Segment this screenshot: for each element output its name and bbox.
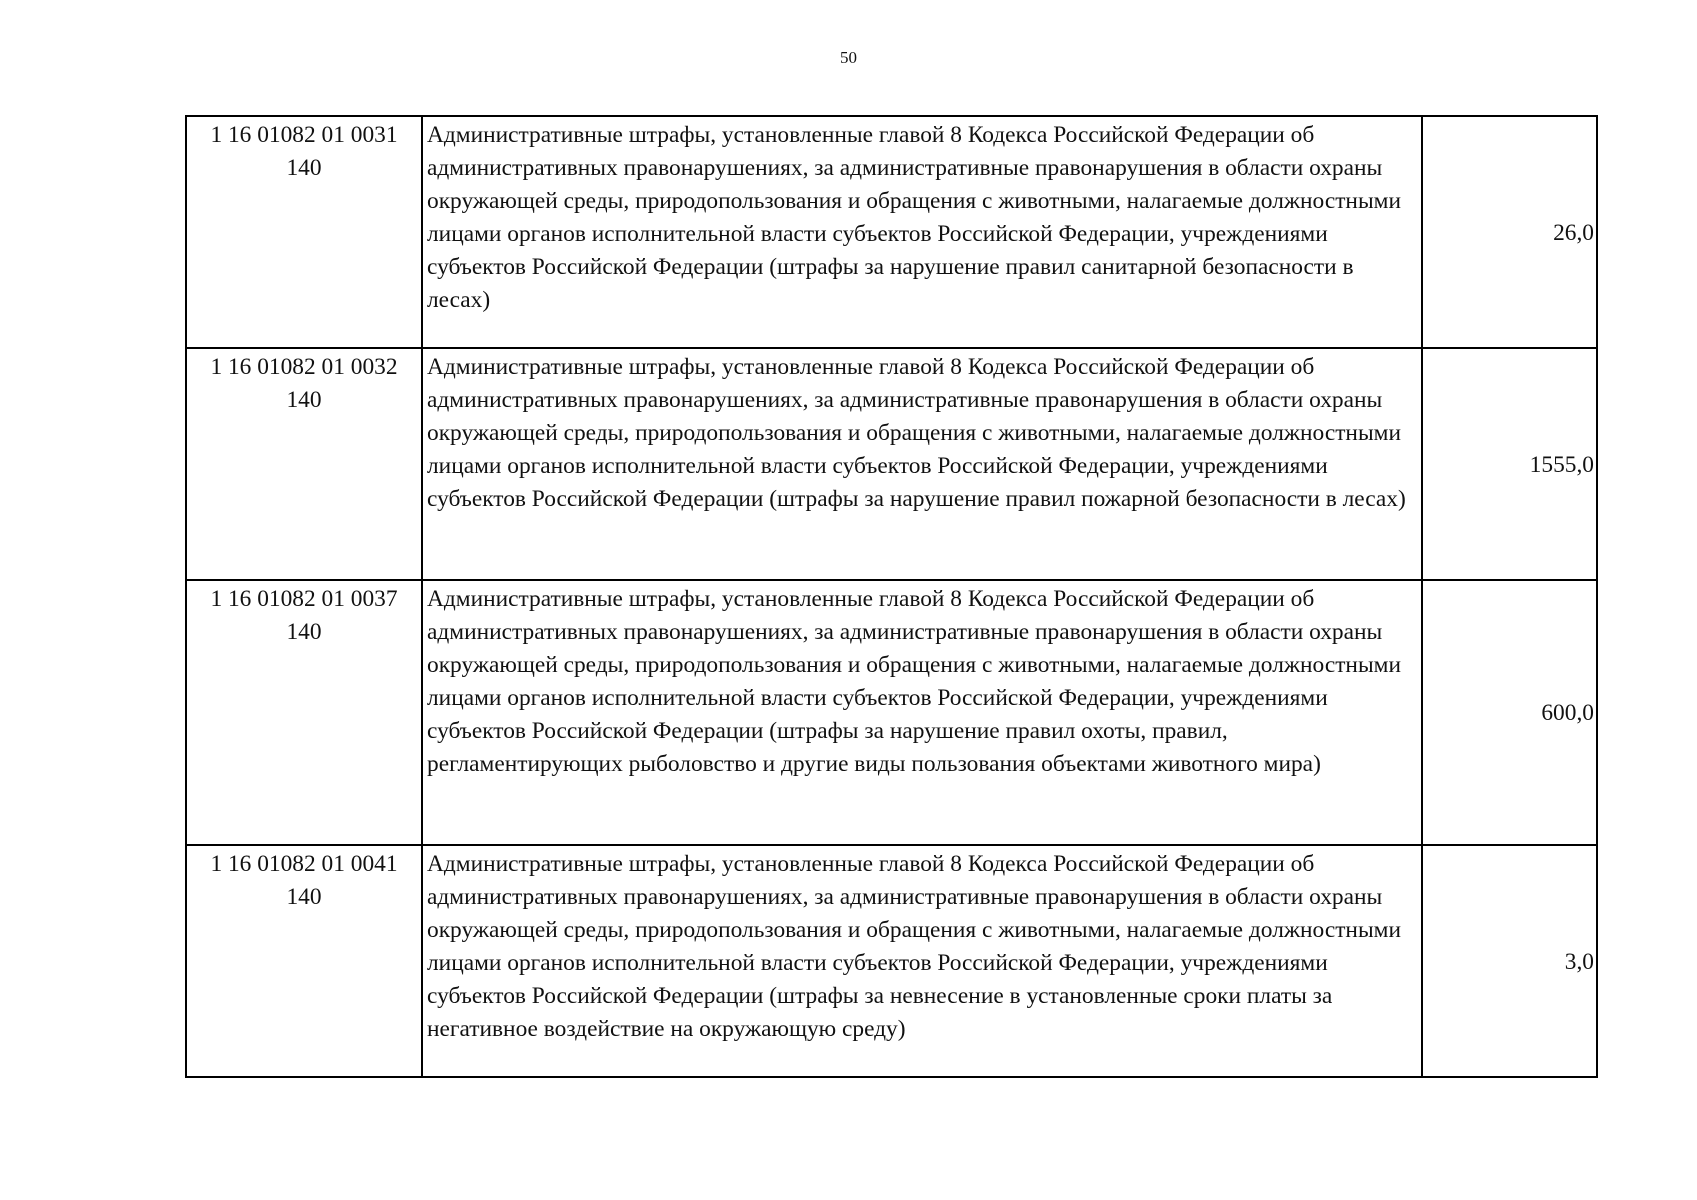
description-cell: Административные штрафы, установленные главой 8 Кодекса Российской Федерации об административных правонарушениях, за административные правонарушения в области охраны окружающей среды, природопользования и обращения с животными, налагаемые должностными лицами органов исполнительной власти субъектов Российской Федерации, учреждениями субъектов Российской Федерации (штрафы за невнесение в установленные сроки платы за негативное воздействие на окружающую среду) xyxy=(422,845,1422,1077)
description-cell: Административные штрафы, установленные главой 8 Кодекса Российской Федерации об административных правонарушениях, за административные правонарушения в области охраны окружающей среды, природопользования и обращения с животными, налагаемые должностными лицами органов исполнительной власти субъектов Российской Федерации, учреждениями субъектов Российской Федерации (штрафы за нарушение правил санитарной безопасности в лесах) xyxy=(422,116,1422,348)
table-row xyxy=(186,580,1597,845)
budget-code-suffix: 140 xyxy=(286,155,322,181)
budget-table xyxy=(185,115,1598,1078)
table-row xyxy=(186,845,1597,1077)
budget-code: 1 16 01082 01 0037 xyxy=(210,586,398,612)
amount-cell: 3,0 xyxy=(1422,845,1597,1077)
table-row xyxy=(186,348,1597,580)
budget-code: 1 16 01082 01 0032 xyxy=(210,354,398,380)
amount-cell: 1555,0 xyxy=(1422,348,1597,580)
amount-cell: 600,0 xyxy=(1422,580,1597,845)
budget-code-suffix: 140 xyxy=(286,387,322,413)
budget-code-cell xyxy=(186,116,422,348)
description-cell: Административные штрафы, установленные главой 8 Кодекса Российской Федерации об административных правонарушениях, за административные правонарушения в области охраны окружающей среды, природопользования и обращения с животными, налагаемые должностными лицами органов исполнительной власти субъектов Российской Федерации, учреждениями субъектов Российской Федерации (штрафы за нарушение правил пожарной безопасности в лесах) xyxy=(422,348,1422,580)
budget-code-suffix: 140 xyxy=(286,884,322,910)
description-cell: Административные штрафы, установленные главой 8 Кодекса Российской Федерации об административных правонарушениях, за административные правонарушения в области охраны окружающей среды, природопользования и обращения с животными, налагаемые должностными лицами органов исполнительной власти субъектов Российской Федерации, учреждениями субъектов Российской Федерации (штрафы за нарушение правил охоты, правил, регламентирующих рыболовство и другие виды пользования объектами животного мира) xyxy=(422,580,1422,845)
budget-code-cell xyxy=(186,348,422,580)
budget-code-suffix: 140 xyxy=(286,619,322,645)
amount-cell: 26,0 xyxy=(1422,116,1597,348)
budget-code-cell xyxy=(186,845,422,1077)
table-row xyxy=(186,116,1597,348)
page-number: 50 xyxy=(840,48,857,67)
budget-code: 1 16 01082 01 0031 xyxy=(210,122,398,148)
budget-code-cell xyxy=(186,580,422,845)
budget-code: 1 16 01082 01 0041 xyxy=(210,851,398,877)
